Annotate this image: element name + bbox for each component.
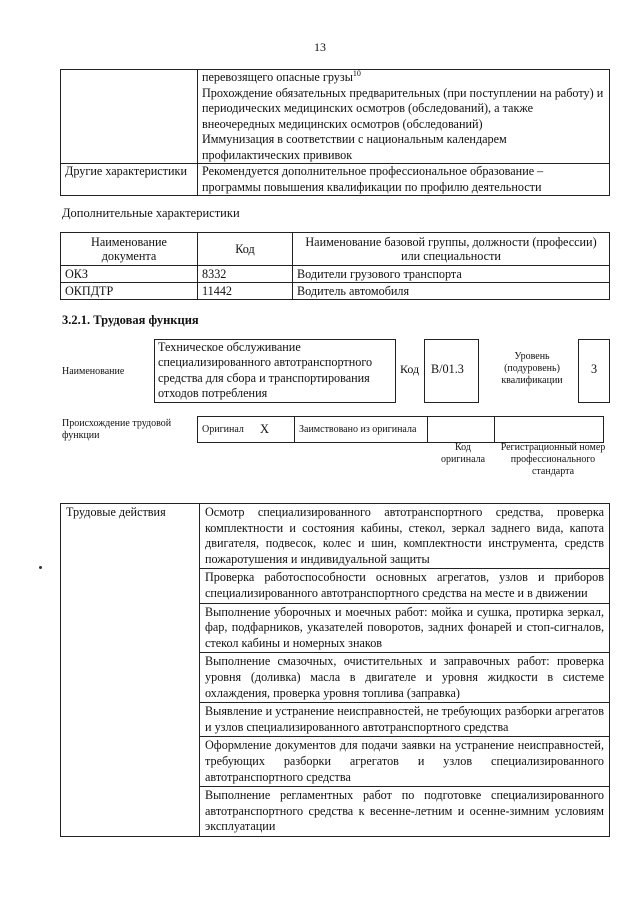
table-cell: Водитель автомобиля	[293, 283, 610, 300]
original-mark: X	[256, 417, 295, 443]
table-cell: Водители грузового транспорта	[293, 266, 610, 283]
labor-action: Оформление документов для подачи заявки на устранение неисправностей, требующих разборки агрегатов и узлов специализированного автотранспортного средства	[200, 737, 610, 787]
column-header: Наименование документа	[61, 233, 198, 266]
education-requirements-table	[60, 69, 610, 196]
table-cell: ОКЗ	[61, 266, 198, 283]
table-row	[61, 164, 610, 196]
table-row	[61, 504, 610, 569]
function-code-box	[424, 339, 479, 403]
reg-number-cell	[495, 417, 604, 443]
table-cell	[198, 70, 610, 164]
footnote-mark: 10	[352, 68, 361, 78]
code-label: Код	[400, 362, 420, 376]
labor-action: Проверка работоспособности основных агрегатов, узлов и приборов специализированного автотранспортного средства на месте и в движении	[200, 569, 610, 603]
level-value: 3	[590, 362, 598, 376]
labor-action: Выполнение уборочных и моечных работ: мойка и сушка, протирка зеркал, фар, подфарников, указателей поворотов, задних фонарей и стоп-сигналов, стекол кабины и номерных знаков	[200, 603, 610, 653]
additional-characteristics-table	[60, 232, 610, 300]
column-header: Код	[198, 233, 293, 266]
column-header: Наименование базовой группы, должности (профессии) или специальности	[293, 233, 610, 266]
function-name: Техническое обслуживание специализированного автотранспортного средства для сбора и транспортирования отходов потребления	[158, 340, 373, 401]
level-box	[578, 339, 610, 403]
requirement-text: Прохождение обязательных предварительных (при поступлении на работу) и периодических медицинских осмотров (обследований), а также внеочередных медицинских осмотров (обследований)	[202, 85, 604, 131]
labor-action: Выполнение смазочных, очистительных и заправочных работ: проверка уровня (доливка) масла в двигателе и уровня жидкости в системе охлаждения, проверка уровня топлива (заправка)	[200, 653, 610, 703]
table-cell: 11442	[198, 283, 293, 300]
reg-number-caption: Регистрационный номер профессионального стандарта	[500, 442, 606, 477]
function-code: B/01.3	[431, 362, 464, 376]
requirement-text: перевозящего опасные грузы	[202, 70, 353, 84]
additional-characteristics-heading: Дополнительные характеристики	[62, 206, 240, 220]
section-heading: 3.2.1. Трудовая функция	[62, 313, 199, 327]
borrowed-label: Заимствовано из оригинала	[295, 417, 428, 443]
name-label: Наименование	[62, 366, 125, 377]
labor-actions-table	[60, 503, 610, 837]
other-characteristics-label: Другие характеристики	[61, 164, 198, 196]
requirement-text: Иммунизация в соответствии с национальным календарем профилактических прививок	[202, 132, 507, 162]
function-name-box	[154, 339, 396, 403]
table-row	[61, 283, 610, 300]
original-label: Оригинал	[198, 417, 257, 443]
origin-label: Происхождение трудовой функции	[62, 418, 172, 441]
table-row	[198, 417, 604, 443]
origin-code-cell	[428, 417, 495, 443]
origin-table	[197, 416, 604, 443]
origin-code-caption: Код оригинала	[440, 442, 486, 465]
labor-action: Выявление и устранение неисправностей, не требующих разборки агрегатов и узлов специализированного автотранспортного средства	[200, 703, 610, 737]
scan-dot	[39, 566, 42, 569]
other-characteristics-text: Рекомендуется дополнительное профессиональное образование – программы повышения квалификации по профилю деятельности	[198, 164, 610, 196]
labor-actions-label: Трудовые действия	[61, 504, 200, 837]
level-label: Уровень (подуровень) квалификации	[501, 351, 563, 386]
table-row	[61, 266, 610, 283]
table-cell-empty	[61, 70, 198, 164]
table-cell: ОКПДТР	[61, 283, 198, 300]
table-row	[61, 70, 610, 164]
labor-action: Осмотр специализированного автотранспортного средства, проверка комплектности и состояния кабины, стекол, зеркал заднего вида, капота двигателя, подвесок, колес и шин, комплектности инструмента, средств пожаротушения и индивидуальной защиты	[200, 504, 610, 569]
page-number: 13	[314, 40, 326, 54]
labor-action: Выполнение регламентных работ по подготовке специализированного автотранспортного средства к весенне-летним и осенне-зимним условиям эксплуатации	[200, 787, 610, 837]
table-cell: 8332	[198, 266, 293, 283]
table-header-row	[61, 233, 610, 266]
